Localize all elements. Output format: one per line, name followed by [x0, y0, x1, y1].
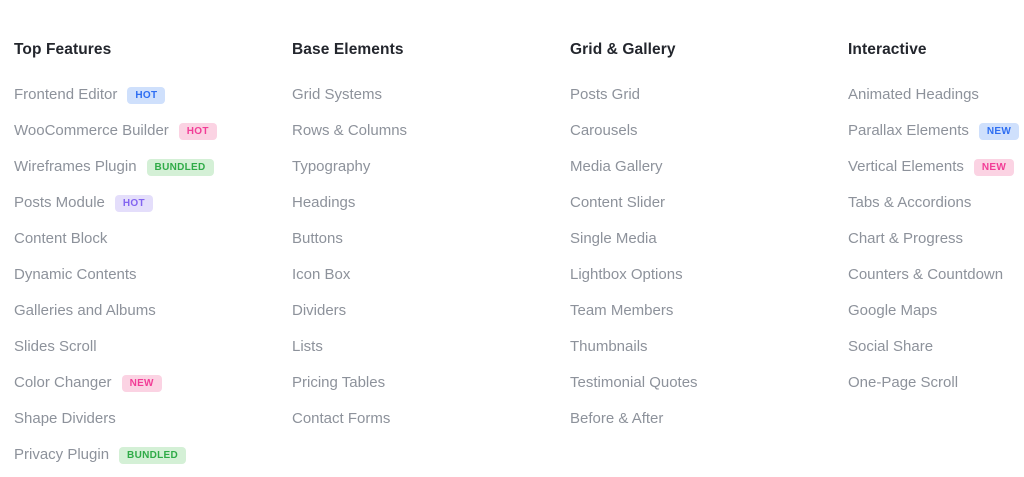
column-title-top-features: Top Features — [14, 41, 112, 58]
menu-item-lists[interactable] — [292, 329, 570, 365]
column-title-base-elements: Base Elements — [292, 41, 404, 58]
menu-item-link[interactable]: Headings — [292, 194, 356, 211]
column-list-grid-gallery — [570, 77, 848, 437]
menu-item-link[interactable]: Content Block — [14, 230, 108, 247]
menu-item-vertical-elements[interactable] — [848, 149, 1024, 185]
menu-item-link[interactable]: Buttons — [292, 230, 343, 247]
menu-item-link[interactable]: Dynamic Contents — [14, 266, 137, 283]
menu-item-galleries-and-albums[interactable] — [14, 293, 292, 329]
menu-item-link[interactable]: Media Gallery — [570, 158, 663, 175]
menu-item-tabs-accordions[interactable] — [848, 185, 1024, 221]
menu-item-counters-countdown[interactable] — [848, 257, 1024, 293]
menu-item-social-share[interactable] — [848, 329, 1024, 365]
menu-item-woocommerce-builder[interactable] — [14, 113, 292, 149]
menu-item-link[interactable]: Before & After — [570, 410, 664, 427]
new-badge: NEW — [122, 375, 162, 392]
menu-item-link[interactable]: Lists — [292, 338, 323, 355]
menu-item-link[interactable]: Testimonial Quotes — [570, 374, 698, 391]
menu-item-team-members[interactable] — [570, 293, 848, 329]
menu-item-link[interactable]: Pricing Tables — [292, 374, 386, 391]
menu-item-dynamic-contents[interactable] — [14, 257, 292, 293]
menu-item-link[interactable]: Tabs & Accordions — [848, 194, 972, 211]
menu-column-base-elements — [292, 40, 570, 477]
menu-item-grid-systems[interactable] — [292, 77, 570, 113]
menu-item-icon-box[interactable] — [292, 257, 570, 293]
menu-item-color-changer[interactable] — [14, 365, 292, 401]
menu-item-posts-grid[interactable] — [570, 77, 848, 113]
menu-item-typography[interactable] — [292, 149, 570, 185]
menu-item-link[interactable]: Single Media — [570, 230, 657, 247]
menu-item-wireframes-plugin[interactable] — [14, 149, 292, 185]
menu-item-link[interactable]: Frontend Editor — [14, 86, 118, 103]
menu-item-link[interactable]: Posts Grid — [570, 86, 641, 103]
menu-item-link[interactable]: Lightbox Options — [570, 266, 683, 283]
menu-item-buttons[interactable] — [292, 221, 570, 257]
menu-item-contact-forms[interactable] — [292, 401, 570, 437]
column-list-interactive — [848, 77, 1024, 401]
menu-item-link[interactable]: Typography — [292, 158, 371, 175]
menu-item-frontend-editor[interactable] — [14, 77, 292, 113]
column-title-interactive: Interactive — [848, 41, 927, 58]
menu-item-link[interactable]: Shape Dividers — [14, 410, 116, 427]
menu-item-link[interactable]: Posts Module — [14, 194, 105, 211]
menu-item-link[interactable]: Contact Forms — [292, 410, 391, 427]
menu-item-content-block[interactable] — [14, 221, 292, 257]
column-list-top-features — [14, 77, 292, 473]
menu-item-posts-module[interactable] — [14, 185, 292, 221]
menu-item-link[interactable]: Color Changer — [14, 374, 112, 391]
hot-badge: HOT — [115, 195, 153, 212]
column-title-grid-gallery: Grid & Gallery — [570, 41, 676, 58]
menu-item-rows-columns[interactable] — [292, 113, 570, 149]
menu-item-single-media[interactable] — [570, 221, 848, 257]
menu-item-link[interactable]: Wireframes Plugin — [14, 158, 137, 175]
menu-item-link[interactable]: One-Page Scroll — [848, 374, 959, 391]
menu-item-link[interactable]: Icon Box — [292, 266, 351, 283]
menu-item-google-maps[interactable] — [848, 293, 1024, 329]
hot-badge: HOT — [127, 87, 165, 104]
menu-item-link[interactable]: Privacy Plugin — [14, 446, 110, 463]
menu-item-testimonial-quotes[interactable] — [570, 365, 848, 401]
menu-item-link[interactable]: Google Maps — [848, 302, 938, 319]
menu-item-link[interactable]: Parallax Elements — [848, 122, 969, 139]
menu-item-link[interactable]: Grid Systems — [292, 86, 383, 103]
menu-item-slides-scroll[interactable] — [14, 329, 292, 365]
menu-item-one-page-scroll[interactable] — [848, 365, 1024, 401]
menu-item-link[interactable]: Chart & Progress — [848, 230, 964, 247]
menu-item-link[interactable]: Dividers — [292, 302, 347, 319]
menu-item-link[interactable]: Rows & Columns — [292, 122, 408, 139]
hot-badge: HOT — [179, 123, 217, 140]
menu-item-link[interactable]: Social Share — [848, 338, 934, 355]
menu-column-interactive — [848, 40, 1024, 477]
menu-item-shape-dividers[interactable] — [14, 401, 292, 437]
menu-item-thumbnails[interactable] — [570, 329, 848, 365]
menu-item-dividers[interactable] — [292, 293, 570, 329]
menu-column-grid-gallery — [570, 40, 848, 477]
menu-column-top-features — [14, 40, 292, 477]
menu-item-privacy-plugin[interactable] — [14, 437, 292, 473]
menu-item-link[interactable]: Slides Scroll — [14, 338, 97, 355]
menu-item-link[interactable]: Galleries and Albums — [14, 302, 156, 319]
new-badge: NEW — [979, 123, 1019, 140]
column-list-base-elements — [292, 77, 570, 437]
new-badge: NEW — [974, 159, 1014, 176]
menu-item-headings[interactable] — [292, 185, 570, 221]
menu-item-carousels[interactable] — [570, 113, 848, 149]
menu-item-link[interactable]: Carousels — [570, 122, 638, 139]
menu-item-link[interactable]: Vertical Elements — [848, 158, 964, 175]
menu-item-link[interactable]: Content Slider — [570, 194, 666, 211]
menu-item-link[interactable]: Animated Headings — [848, 86, 979, 103]
menu-item-lightbox-options[interactable] — [570, 257, 848, 293]
menu-item-chart-progress[interactable] — [848, 221, 1024, 257]
menu-item-media-gallery[interactable] — [570, 149, 848, 185]
menu-item-animated-headings[interactable] — [848, 77, 1024, 113]
menu-item-before-after[interactable] — [570, 401, 848, 437]
menu-item-link[interactable]: Thumbnails — [570, 338, 648, 355]
bundled-badge: BUNDLED — [147, 159, 214, 176]
menu-item-content-slider[interactable] — [570, 185, 848, 221]
menu-item-pricing-tables[interactable] — [292, 365, 570, 401]
menu-item-link[interactable]: Counters & Countdown — [848, 266, 1004, 283]
menu-item-link[interactable]: WooCommerce Builder — [14, 122, 169, 139]
menu-item-link[interactable]: Team Members — [570, 302, 674, 319]
bundled-badge: BUNDLED — [119, 447, 186, 464]
menu-item-parallax-elements[interactable] — [848, 113, 1024, 149]
